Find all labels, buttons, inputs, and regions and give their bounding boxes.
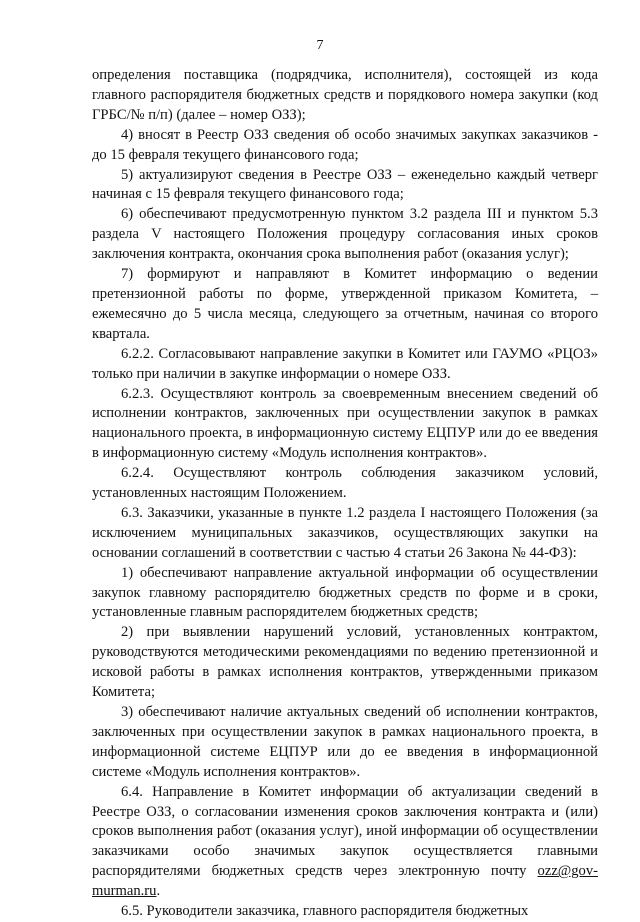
paragraph xyxy=(92,265,598,345)
document-body xyxy=(92,66,598,922)
paragraph-text: 6.3. Заказчики, указанные в пункте 1.2 раздела I настоящего Положения (за исключением муниципальных заказчиков, осуществляющих закупки на основании соглашений в соответствии с частью 4 статьи 26 Закона № 44-ФЗ): xyxy=(92,504,598,561)
paragraph-text: 6.5. Руководители заказчика, главного распорядителя бюджетных xyxy=(121,903,529,920)
paragraph xyxy=(92,66,598,126)
paragraph-text: 6) обеспечивают предусмотренную пунктом 3.2 раздела III и пунктом 5.3 раздела V настоящего Положения процедуру согласования иных сроков заключения контракта, окончания срока выполнения работ (оказания услуг); xyxy=(92,206,598,263)
page-number: 7 xyxy=(316,38,324,53)
paragraph xyxy=(92,464,598,504)
paragraph xyxy=(92,902,598,922)
paragraph xyxy=(92,703,598,783)
paragraph xyxy=(92,564,598,624)
paragraph-text: 3) обеспечивают наличие актуальных сведений об исполнении контрактов, заключенных при осуществлении закупок в рамках национального проекта, в информационной системе ЕЦПУР или до ее введения в информационной системе «Модуль исполнения контрактов». xyxy=(92,704,598,780)
paragraph xyxy=(92,504,598,564)
paragraph xyxy=(92,126,598,166)
paragraph-tail: . xyxy=(156,883,161,900)
paragraph-text: 7) формируют и направляют в Комитет информацию о ведении претензионной работы по форме, утвержденной приказом Комитета, – ежемесячно до 5 числа месяца, следующего за отчетным, начиная со второго квартала. xyxy=(92,266,598,342)
email-link[interactable]: ozz@gov-murman.ru xyxy=(92,863,598,900)
paragraph-text: 2) при выявлении нарушений условий, установленных контрактом, руководствуются методическими рекомендациями по ведению претензионной и исковой работы в рамках исполнения контрактов, утвержденными приказом Комитета; xyxy=(92,624,598,701)
paragraph xyxy=(92,345,598,385)
paragraph-text: 6.2.3. Осуществляют контроль за своевременным внесением сведений об исполнении контрактов, заключенных при осуществлении закупок в рамках национального проекта, в информационную систему ЕЦПУР или до ее введения в информационную систему «Модуль исполнения контрактов». xyxy=(92,385,598,462)
paragraph-text: 5) актуализируют сведения в Реестре ОЗЗ – еженедельно каждый четверг начиная с 15 февраля текущего финансового года; xyxy=(92,166,598,203)
paragraph xyxy=(92,623,598,703)
paragraph-text: 1) обеспечивают направление актуальной информации об осуществлении закупок главному распорядителю бюджетных средств по форме и в сроки, установленные главным распорядителем бюджетных средств; xyxy=(92,564,598,621)
paragraph-text: 6.2.4. Осуществляют контроль соблюдения заказчиком условий, установленных настоящим Положением. xyxy=(92,465,598,502)
paragraph xyxy=(92,385,598,465)
paragraph-text: 6.2.2. Согласовывают направление закупки в Комитет или ГАУМО «РЦОЗ» только при наличии в закупке информации о номере ОЗЗ. xyxy=(92,345,598,382)
paragraph-text: определения поставщика (подрядчика, исполнителя), состоящей из кода главного распорядителя бюджетных средств и порядкового номера закупки (код ГРБС/№ п/п) (далее – номер ОЗЗ); xyxy=(92,67,598,123)
paragraph xyxy=(92,783,598,902)
paragraph xyxy=(92,166,598,206)
paragraph xyxy=(92,205,598,265)
paragraph-text: 4) вносят в Реестр ОЗЗ сведения об особо значимых закупках заказчиков - до 15 февраля текущего финансового года; xyxy=(92,126,598,163)
paragraph-text: 6.4. Направление в Комитет информации об актуализации сведений в Реестре ОЗЗ, о согласовании изменения сроков заключения контракта и (или) сроков выполнения работ (оказания услуг), иной информации об осуществлении заказчиками особо значимых закупок осуществляется главными распорядителями бюджетных средств через электронную почту xyxy=(92,783,598,880)
